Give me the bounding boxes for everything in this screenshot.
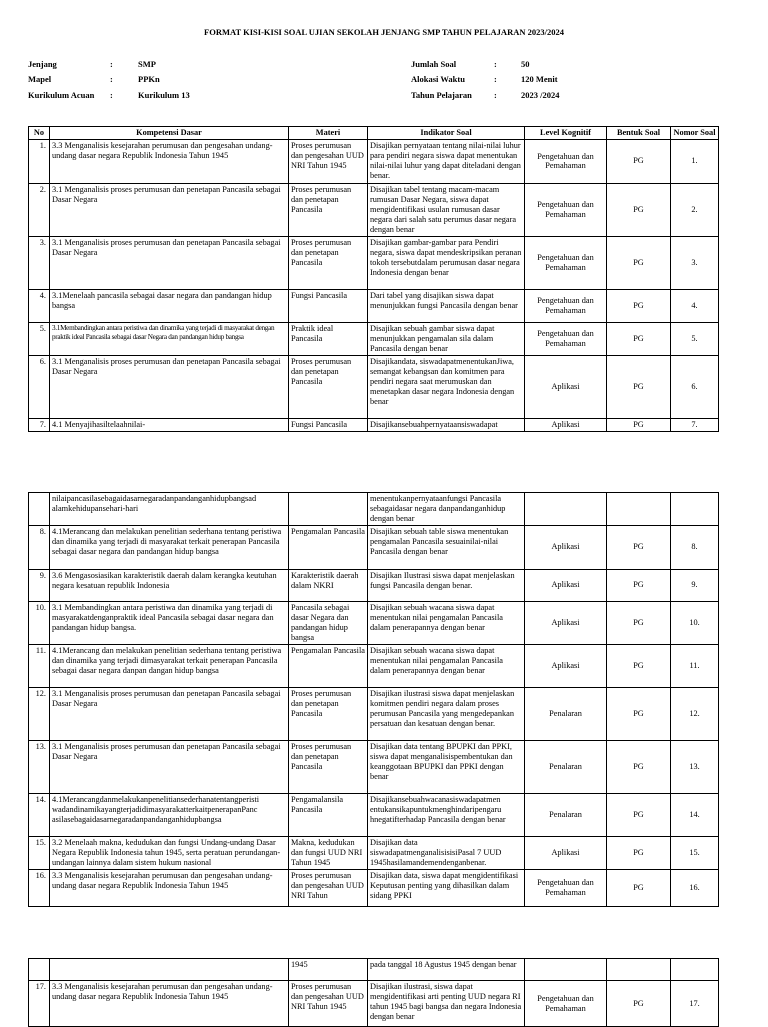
kisi-kisi-table-3	[28, 958, 719, 1027]
cell-nomor: 1.	[671, 139, 719, 183]
cell-indikator: Disajikandata, siswadapatmenentukanJiwa, semangat kebangsan dan komitmen para pendiri negara saat merumuskan dan menetapkan dasar negara Indonesia dengan benar	[368, 355, 525, 418]
cell-materi: Makna, kedudukan dan fungsi UUD NRI Tahun 1945	[289, 836, 368, 869]
meta-label: Jenjang	[28, 59, 57, 69]
cell-indikator: menentukanpernyataanfungsi Pancasila sebagaidasar negara danpandanganhidup dengan benar	[368, 493, 525, 526]
table-row	[29, 418, 719, 431]
cell-no: 7.	[29, 418, 50, 431]
cell-materi: Proses perumusan dan penetapan Pancasila	[289, 236, 368, 289]
cell-kompetensi-dasar: 3.2 Menelaah makna, kedudukan dan fungsi Undang-undang Dasar Negara Republik Indonesia tahun 1945, serta peratuan perundangan-undangan lainnya dalam sistem hukum nasional	[50, 836, 289, 869]
cell-kompetensi-dasar: 3.6 Mengasosiasikan karakteristik daerah dalam kerangka keutuhan negara kesatuan republik Indonesia	[50, 569, 289, 601]
meta-colon: :	[110, 59, 113, 69]
cell-kompetensi-dasar: 3.1Membandingkan antara peristiwa dan dinamika yang terjadi di masyarakat dengan praktik ideal Pancasila sebagai dasar Negara dan pandangan hidup bangsa	[50, 322, 289, 355]
cell-no: 13.	[29, 740, 50, 793]
cell-indikator: Disajikan Ilustrasi siswa dapat menjelaskan fungsi Pancasila dengan benar.	[368, 569, 525, 601]
header-kompetensi-dasar: Kompetensi Dasar	[50, 127, 289, 140]
cell-no: 9.	[29, 569, 50, 601]
table-row	[29, 322, 719, 355]
table-row	[29, 236, 719, 289]
cell-indikator: Disajikan sebuah wacana siswa dapat menentukan nilai pengamalan Pancasila dalam penerapannya dengan benar	[368, 601, 525, 644]
cell-indikator: pada tanggal 18 Agustus 1945 dengan benar	[368, 959, 525, 981]
cell-level	[525, 959, 607, 981]
cell-level: Penalaran	[525, 740, 607, 793]
cell-no: 2.	[29, 183, 50, 236]
cell-kompetensi-dasar: nilaipancasilasebagaidasarnegaradanpandanganhidupbangsad alamkehidupansehari-hari	[50, 493, 289, 526]
cell-nomor: 3.	[671, 236, 719, 289]
cell-materi: Proses perumusan dan penetapan Pancasila	[289, 355, 368, 418]
cell-nomor: 6.	[671, 355, 719, 418]
cell-nomor: 15.	[671, 836, 719, 869]
cell-nomor: 4.	[671, 289, 719, 322]
table-row	[29, 740, 719, 793]
cell-bentuk: PG	[607, 289, 671, 322]
meta-colon: :	[494, 59, 497, 69]
cell-indikator: Disajikansebuahpernyataansiswadapat	[368, 418, 525, 431]
cell-bentuk: PG	[607, 525, 671, 569]
cell-kompetensi-dasar: 3.1Menelaah pancasila sebagai dasar negara dan pandangan hidup bangsa	[50, 289, 289, 322]
cell-no: 8.	[29, 525, 50, 569]
cell-materi: Proses perumusan dan penetapan Pancasila	[289, 740, 368, 793]
table-row	[29, 139, 719, 183]
cell-level: Pengetahuan dan Pemahaman	[525, 869, 607, 906]
cell-bentuk: PG	[607, 355, 671, 418]
cell-materi: Pengamalan Pancasila	[289, 525, 368, 569]
cell-materi: Pancasila sebagai dasar Negara dan pandangan hidup bangsa	[289, 601, 368, 644]
table-row	[29, 601, 719, 644]
cell-nomor	[671, 493, 719, 526]
cell-level: Pengetahuan dan Pemahaman	[525, 289, 607, 322]
cell-bentuk: PG	[607, 836, 671, 869]
table-row	[29, 687, 719, 740]
meta-colon: :	[494, 74, 497, 84]
cell-nomor: 17.	[671, 981, 719, 1027]
cell-nomor	[671, 959, 719, 981]
cell-level: Penalaran	[525, 687, 607, 740]
cell-materi: Proses perumusan dan pengesahan UUD NRI Tahun 1945	[289, 981, 368, 1027]
table-header-row	[29, 127, 719, 140]
cell-kompetensi-dasar: 3.1 Menganalisis proses perumusan dan penetapan Pancasila sebagai Dasar Negara	[50, 740, 289, 793]
cell-indikator: Disajikan ilustrasi siswa dapat menjelaskan komitmen pendiri negara dalam proses perumusan Pancasila yang mengedepankan persatuan dan kesatuan dengan benar.	[368, 687, 525, 740]
cell-level: Aplikasi	[525, 525, 607, 569]
cell-bentuk: PG	[607, 322, 671, 355]
cell-kompetensi-dasar: 3.1 Menganalisis proses perumusan dan penetapan Pancasila sebagai Dasar Negara	[50, 236, 289, 289]
cell-kompetensi-dasar: 3.3 Menganalisis kesejarahan perumusan dan pengesahan undang-undang dasar negara Republik Indonesia Tahun 1945	[50, 981, 289, 1027]
table-row	[29, 836, 719, 869]
cell-nomor: 13.	[671, 740, 719, 793]
meta-label: Tahun Pelajaran	[411, 90, 472, 100]
cell-indikator: Dari tabel yang disajikan siswa dapat menunjukkan fungsi Pancasila dengan benar	[368, 289, 525, 322]
table-row	[29, 289, 719, 322]
kisi-kisi-table-1	[28, 126, 719, 432]
cell-materi: Proses perumusan dan penetapan Pancasila	[289, 183, 368, 236]
cell-indikator: Disajikansebuahwacanasiswadapatmen entukansikapuntukmenghindaripengaru hnegatifterhadap Pancasila dengan benar	[368, 793, 525, 836]
cell-kompetensi-dasar: 3.1 Menganalisis proses perumusan dan penetapan Pancasila sebagai Dasar Negara	[50, 355, 289, 418]
meta-label: Jumlah Soal	[411, 59, 457, 69]
cell-nomor: 14.	[671, 793, 719, 836]
cell-no: 16.	[29, 869, 50, 906]
cell-no	[29, 959, 50, 981]
cell-kompetensi-dasar: 3.1 Menganalisis proses perumusan dan penetapan Pancasila sebagai Dasar Negara	[50, 183, 289, 236]
table-row	[29, 869, 719, 906]
meta-label: Alokasi Waktu	[411, 74, 465, 84]
cell-level: Pengetahuan dan Pemahaman	[525, 236, 607, 289]
cell-level: Aplikasi	[525, 569, 607, 601]
cell-nomor: 16.	[671, 869, 719, 906]
header-materi: Materi	[289, 127, 368, 140]
meta-value: 50	[521, 59, 530, 69]
cell-level: Aplikasi	[525, 644, 607, 687]
meta-value: 120 Menit	[521, 74, 558, 84]
cell-level: Pengetahuan dan Pemahaman	[525, 322, 607, 355]
cell-kompetensi-dasar: 3.1 Menganalisis proses perumusan dan penetapan Pancasila sebagai Dasar Negara	[50, 687, 289, 740]
cell-kompetensi-dasar	[50, 959, 289, 981]
cell-kompetensi-dasar: 4.1Merancang dan melakukan penelitian sederhana tentang peristiwa dan dinamika yang terjadi di masyarakat terkait penerapan Pancasila sebagai dasar negara dan pandangan hidup bangsa	[50, 525, 289, 569]
meta-colon: :	[494, 90, 497, 100]
cell-materi: Praktik ideal Pancasila	[289, 322, 368, 355]
cell-no: 14.	[29, 793, 50, 836]
cell-nomor: 11.	[671, 644, 719, 687]
cell-kompetensi-dasar: 4.1 Menyajihasiltelaahnilai-	[50, 418, 289, 431]
cell-bentuk: PG	[607, 644, 671, 687]
header-indikator-soal: Indikator Soal	[368, 127, 525, 140]
header-nomor-soal: Nomor Soal	[671, 127, 719, 140]
header-no: No	[29, 127, 50, 140]
cell-no: 11.	[29, 644, 50, 687]
cell-bentuk: PG	[607, 139, 671, 183]
cell-nomor: 12.	[671, 687, 719, 740]
cell-indikator: Disajikan data siswadapatmenganalisisisiPasal 7 UUD 1945hasilamandemendenganbenar.	[368, 836, 525, 869]
header-bentuk-soal: Bentuk Soal	[607, 127, 671, 140]
cell-indikator: Disajikan sebuah wacana siswa dapat menentukan nilai pengamalan Pancasila dalam penerapannya dengan benar	[368, 644, 525, 687]
cell-materi: Pengamalan Pancasila	[289, 644, 368, 687]
cell-kompetensi-dasar: 3.3 Menganalisis kesejarahan perumusan dan pengesahan undang-undang dasar negara Republik Indonesia Tahun 1945	[50, 869, 289, 906]
table-row	[29, 644, 719, 687]
meta-label: Kurikulum Acuan	[28, 90, 95, 100]
cell-materi: Proses perumusan dan penetapan Pancasila	[289, 687, 368, 740]
cell-indikator: Disajikan gambar-gambar para Pendiri negara, siswa dapat mendeskripsikan peranan tokoh tersebutdalam perumusan dasar negara Indonesia dengan benar	[368, 236, 525, 289]
cell-bentuk: PG	[607, 418, 671, 431]
cell-bentuk: PG	[607, 687, 671, 740]
cell-bentuk	[607, 493, 671, 526]
cell-no: 4.	[29, 289, 50, 322]
cell-indikator: Disajikan data, siswa dapat mengidentifikasi Keputusan penting yang dihasilkan dalam sidang PPKI	[368, 869, 525, 906]
cell-bentuk: PG	[607, 569, 671, 601]
cell-level: Penalaran	[525, 793, 607, 836]
table-row	[29, 493, 719, 526]
cell-level: Aplikasi	[525, 601, 607, 644]
cell-materi	[289, 493, 368, 526]
cell-materi: Fungsi Pancasila	[289, 418, 368, 431]
meta-value: SMP	[138, 59, 156, 69]
meta-label: Mapel	[28, 74, 52, 84]
cell-materi: Karakteristik daerah dalam NKRI	[289, 569, 368, 601]
cell-no: 5.	[29, 322, 50, 355]
meta-value: Kurikulum 13	[138, 90, 190, 100]
cell-kompetensi-dasar: 4.1Merancangdanmelakukanpenelitiansederhanatentangperisti wadandinamikayangterjadidimasyarakatterkaitpenerapanPanc asilasebagaidasarnegaradanpandanganhidupbangsa	[50, 793, 289, 836]
cell-bentuk: PG	[607, 869, 671, 906]
cell-level: Aplikasi	[525, 418, 607, 431]
cell-kompetensi-dasar: 3.1 Membandingkan antara peristiwa dan dinamika yang terjadi di masyarakatdenganpraktik ideal Pancasila sebagai dasar negara dan pandangan hidup bangsa.	[50, 601, 289, 644]
cell-no: 12.	[29, 687, 50, 740]
cell-no: 3.	[29, 236, 50, 289]
table-row	[29, 793, 719, 836]
cell-nomor: 9.	[671, 569, 719, 601]
cell-bentuk: PG	[607, 740, 671, 793]
cell-kompetensi-dasar: 4.1Merancang dan melakukan penelitian sederhana tentang peristiwa dan dinamika yang terjadi dimasyarakat terkait penerapan Pancasila sebagai dasar negara danpan dangan hidup bangsa	[50, 644, 289, 687]
cell-level: Aplikasi	[525, 355, 607, 418]
cell-bentuk: PG	[607, 601, 671, 644]
cell-level: Aplikasi	[525, 836, 607, 869]
table-row	[29, 355, 719, 418]
cell-level: Pengetahuan dan Pemahaman	[525, 183, 607, 236]
cell-nomor: 10.	[671, 601, 719, 644]
cell-no: 15.	[29, 836, 50, 869]
cell-bentuk: PG	[607, 981, 671, 1027]
cell-nomor: 7.	[671, 418, 719, 431]
meta-colon: :	[110, 90, 113, 100]
cell-materi: Proses perumusan dan pengesahan UUD NRI Tahun	[289, 869, 368, 906]
cell-indikator: Disajikan data tentang BPUPKI dan PPKI, siswa dapat menganalisispembentukan dan keanggotaan BPUPKI dan PPKI dengan benar	[368, 740, 525, 793]
table-row	[29, 183, 719, 236]
cell-nomor: 5.	[671, 322, 719, 355]
cell-nomor: 2.	[671, 183, 719, 236]
table-row	[29, 525, 719, 569]
cell-indikator: Disajikan ilustrasi, siswa dapat mengidentifikasi arti penting UUD negara RI tahun 1945 bagi bangsa dan negara Indonesia dengan benar	[368, 981, 525, 1027]
cell-no	[29, 493, 50, 526]
cell-no: 10.	[29, 601, 50, 644]
cell-indikator: Disajikan sebuah table siswa menentukan pengamalan Pancasila sesuainilai-nilai Pancasila dengan benar	[368, 525, 525, 569]
table-row	[29, 569, 719, 601]
cell-indikator: Disajikan pernyataan tentang nilai-nilai luhur para pendiri negara siswa dapat menentukan nilai-nilai luhur yang dapat diteladani dengan benar.	[368, 139, 525, 183]
meta-value: 2023 /2024	[521, 90, 560, 100]
cell-bentuk	[607, 959, 671, 981]
cell-indikator: Disajikan sebuah gambar siswa dapat menunjukkan pengamalan sila dalam Pancasila dengan benar	[368, 322, 525, 355]
cell-materi: 1945	[289, 959, 368, 981]
cell-no: 17.	[29, 981, 50, 1027]
cell-level: Pengetahuan dan Pemahaman	[525, 981, 607, 1027]
cell-level: Pengetahuan dan Pemahaman	[525, 139, 607, 183]
cell-kompetensi-dasar: 3.3 Menganalisis kesejarahan perumusan dan pengesahan undang-undang dasar negara Republik Indonesia Tahun 1945	[50, 139, 289, 183]
kisi-kisi-table-2	[28, 492, 719, 907]
header-level-kognitif: Level Kognitif	[525, 127, 607, 140]
cell-nomor: 8.	[671, 525, 719, 569]
cell-bentuk: PG	[607, 793, 671, 836]
cell-level	[525, 493, 607, 526]
table-row	[29, 959, 719, 981]
cell-materi: Pengamalansila Pancasila	[289, 793, 368, 836]
cell-no: 1.	[29, 139, 50, 183]
cell-no: 6.	[29, 355, 50, 418]
cell-bentuk: PG	[607, 236, 671, 289]
cell-materi: Fungsi Pancasila	[289, 289, 368, 322]
cell-bentuk: PG	[607, 183, 671, 236]
table-row	[29, 981, 719, 1027]
meta-value: PPKn	[138, 74, 160, 84]
document-title: FORMAT KISI-KISI SOAL UJIAN SEKOLAH JENJANG SMP TAHUN PELAJARAN 2023/2024	[204, 27, 564, 37]
meta-colon: :	[110, 74, 113, 84]
cell-indikator: Disajikan tabel tentang macam-macam rumusan Dasar Negara, siswa dapat mengidentifikasi usulan rumusan dasar negara dari salah satu perumus dasar negara dengan benar	[368, 183, 525, 236]
cell-materi: Proses perumusan dan pengesahan UUD NRI Tahun 1945	[289, 139, 368, 183]
